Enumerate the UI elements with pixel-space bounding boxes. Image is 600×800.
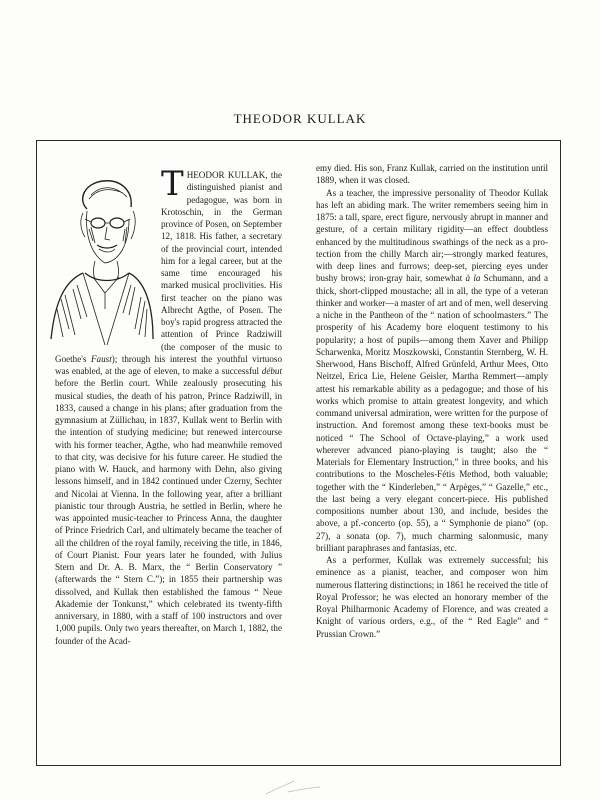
article-paragraph: [55, 164, 282, 647]
italic-text: à la: [465, 273, 481, 284]
right-column: [316, 162, 548, 640]
paragraph-text: before the Berlin court. While zealously prosecuting his musical studies, the death of his patron, Prince Radziwill, in 1833, caused a change in his plans; after graduation from the gymnasium at Züllichau, in 1837, Kullak went to Berlin with the intention of studying medicine; but renewed intercourse with his former teacher, Agthe, who had meanwhile removed to that city, was decisive for his future career. He studied the piano with W. Hauck, and harmony with Dehn, also giving lessons himself, and in 1842 continued under Czerny, Sechter and Nicolai at Vienna. In the following year, after a brilliant pianistic tour through Austria, he settled in Berlin, where he was appointed music-teacher to Princess Anna, the daughter of Prince Friedrich Carl, and ultimately became the teacher of all the children of the royal family, receiving the title, in 1846, of Court Pianist. Four years later he founded, with Julius Stern and Dr. A. B. Marx, the “ Berlin Conservatory ” (afterwards the “ Stern C.”); in 1855 their partnership was dissolved, and Kullak then established the famous “ Neue Akademie der Tonkunst,” which celebrated its twenty-fifth anniversary, in 1880, with a staff of 100 instructors and over 1,000 pupils. Only two years thereafter, on March 1, 1882, the founder of the Acad-: [55, 378, 282, 646]
italic-text: début: [261, 366, 282, 376]
page-title: THEODOR KULLAK: [233, 111, 367, 126]
article-paragraph: As a performer, Kullak was extremely successful; his eminence as a pianist, teacher, and composer won him numerous flattering distinctions; in 1861 he received the title of Royal Professor; he was elected an honorary member of the Royal Philharmonic Academy of Florence, and was created a Knight of various orders, e.g., of the “ Red Eagle” and “ Prussian Crown.”: [316, 555, 548, 639]
portrait-illustration: [47, 169, 155, 347]
paragraph-text: HEODOR KULLAK, the distinguished pianist and pedagogue, was born in Krotoschin, in the German province of Posen, on September 12, 1818. His father, a secretary of the provincial court, intended him for a legal career, but at the same time encouraged his marked musical proclivities. His first teacher on the piano was Albrecht Agthe, of Posen. The boy's rapid progress attracted the attention of Prince Radziwill (the composer of the music to Goethe's: [55, 170, 282, 364]
article-paragraph: [316, 187, 548, 555]
paragraph-text: As a teacher, the impressive personality of Theodor Kullak has left an abiding mark. The writer remembers seeing him in 1875: a tall, spare, erect figure, nervously abrupt in manner and gesture, of a certain military rigidity—an effect doubtless enhanced by the multitudinous swathings of the neck as a protection from the chilly March air;—strongly marked features, with deep lines and furrows; deep-set, piercing eyes under bushy brows; iron-gray hair, somewhat: [316, 187, 548, 284]
italic-text: Faust: [91, 353, 112, 364]
paragraph-text: Schumann, and a thick, short-clipped moustache; all in all, the type of a veteran thinker and worker—a master of art and of men, well deserving a niche in the Pantheon of the “ nation of schoolmasters.” The prosperity of his Academy bore eloquent testimony to his popularity; a host of pupils—among them Xaver and Philipp Scharwenka, Moritz Moszkowski, Constantin Sternberg, W. H. Sherwood, Hans Bischoff, Alfred Grünfeld, Arthur Mees, Otto Neitzel, Erica Lie, Helene Geisler, Martha Remmert—amply attest his remarkable ability as a pedagogue; and those of his works which promise to attain greatest longevity, and which command universal admiration, were written for the purpose of instruction. And foremost among these text-books must be noticed “ The School of Octave-playing,” a work used wherever advanced piano-playing is taught; also the “ Materials for Elementary Instruction,” in three books, and his contributions to the Moscheles-Fétis Method, both valuable; together with the “ Kinderleben,” “ Arpèges,” “ Gazelle,” etc., the last being a very elegant concert-piece. His published compositions number about 130, and include, besides the above, a pf.-concerto (op. 55), a “ Symphonie de piano” (op. 27), a sonata (op. 7), much charming salonmusic, many brilliant paraphrases and fantasias, etc.: [316, 273, 548, 553]
left-column: [55, 164, 282, 647]
article-paragraph: emy died. His son, Franz Kullak, carried on the institution until 1889, when it was closed.: [316, 163, 548, 186]
drop-cap: T: [161, 164, 184, 204]
article-frame: [36, 140, 561, 766]
pencil-mark-icon: [258, 778, 328, 798]
paragraph-text: ); through his interest the youthful virtuoso was enabled, at the age of eleven, to make a successful: [55, 353, 282, 376]
